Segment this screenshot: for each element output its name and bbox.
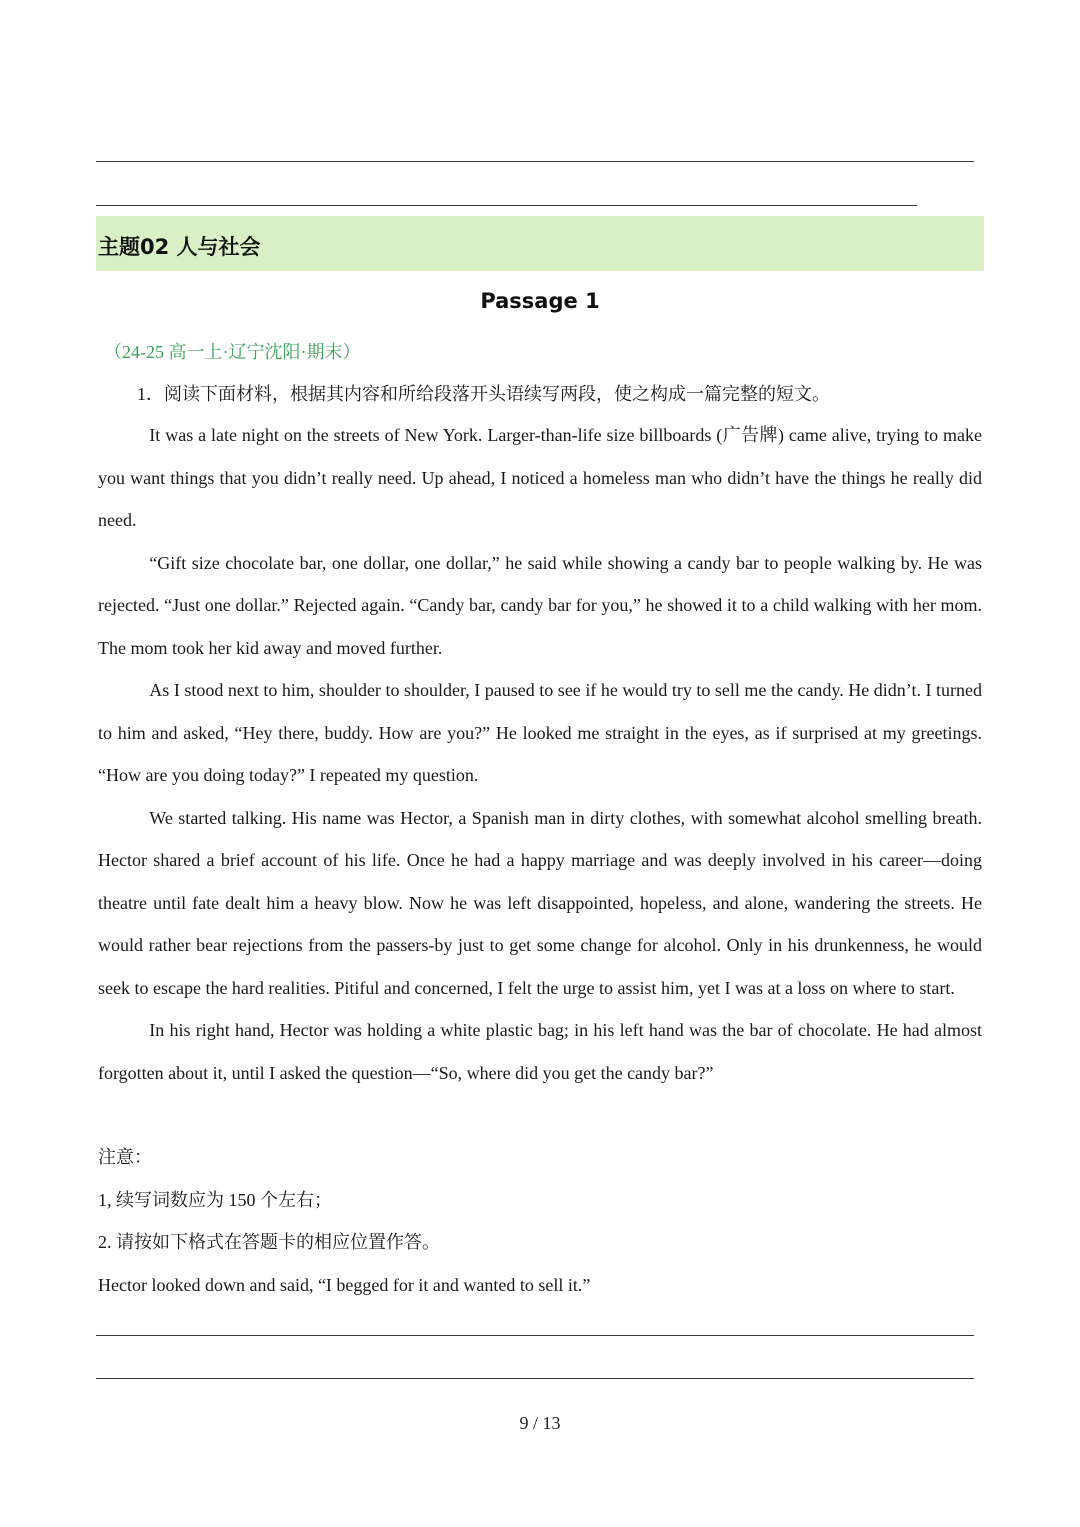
question-prompt: 1．阅读下面材料，根据其内容和所给段落开头语续写两段，使之构成一篇完整的短文。 [137,384,830,404]
opening-line: Hector looked down and said, “I begged for it and wanted to sell it.” [98,1274,591,1295]
notes-heading: 注意： [98,1147,152,1167]
passage-title: Passage 1 [480,289,600,313]
notes-section [98,1136,982,1306]
paragraph: It was a late night on the streets of New York. Larger-than-life size billboards (广告牌) came alive, trying to make you want things that you didn’t really need. Up ahead, I noticed a homeless man who didn’t have the things he really did need. [98,425,982,530]
answer-line [96,1378,974,1379]
paragraph: We started talking. His name was Hector, a Spanish man in dirty clothes, with somewhat alcohol smelling breath. Hector shared a brief account of his life. Once he had a happy marriage and was deeply involved in his career—doing theatre until fate dealt him a heavy blow. Now he was left disappointed, hopeless, and alone, wandering the streets. He would rather bear rejections from the passers-by just to get some change for alcohol. Only in his drunkenness, he would seek to escape the hard realities. Pitiful and concerned, I felt the urge to assist him, yet I was at a loss on where to start. [98,807,982,998]
theme-title: 主题02 人与社会 [98,235,261,259]
answer-line [96,205,917,206]
paragraph: “Gift size chocolate bar, one dollar, one dollar,” he said while showing a candy bar to people walking by. He was rejected. “Just one dollar.” Rejected again. “Candy bar, candy bar for you,” he showed it to a child walking with her mom. The mom took her kid away and moved further. [98,552,982,658]
paragraph: As I stood next to him, shoulder to shoulder, I paused to see if he would try to sell me the candy. He didn’t. I turned to him and asked, “Hey there, buddy. How are you?” He looked me straight in the eyes, as if surprised at my greetings. “How are you doing today?” I repeated my question. [98,680,982,785]
answer-line [96,161,974,162]
paragraph: In his right hand, Hector was holding a white plastic bag; in his left hand was the bar of chocolate. He had almost forgotten about it, until I asked the question—“So, where did you get the candy bar?” [98,1020,982,1083]
note-item: 2. 请按如下格式在答题卡的相应位置作答。 [98,1232,440,1252]
passage-body [98,414,982,1094]
note-item: 1, 续写词数应为 150 个左右； [98,1189,332,1210]
question-source: （24-25 高一上·辽宁沈阳·期末） [104,342,361,362]
page-number: 9 / 13 [519,1413,561,1433]
answer-line [96,1335,974,1336]
